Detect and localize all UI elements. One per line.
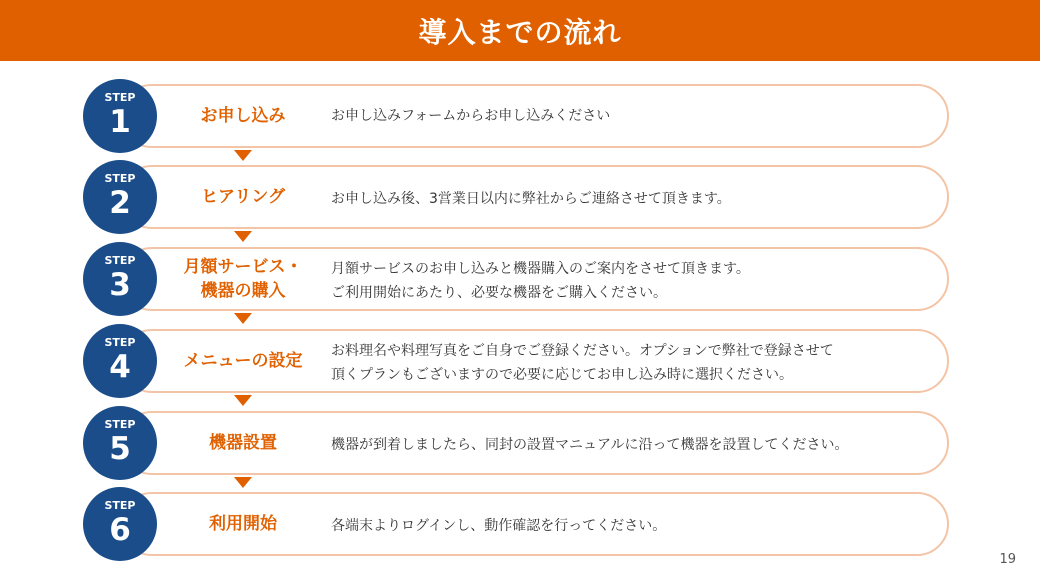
step-title	[163, 349, 323, 373]
step-description-line: ご利用開始にあたり、必要な機器をご購入ください。	[331, 285, 667, 301]
step-description	[331, 339, 931, 387]
step-badge	[83, 324, 157, 398]
step-number: 6	[109, 512, 131, 548]
step-label: STEP	[104, 254, 136, 267]
step-label: STEP	[104, 91, 136, 104]
step-description	[331, 187, 931, 211]
step-number: 2	[109, 185, 131, 221]
step-badge	[83, 406, 157, 480]
step-number: 3	[109, 267, 131, 303]
step-description	[331, 104, 931, 128]
page-title: 導入までの流れ	[418, 15, 622, 49]
step-description-line: 月額サービスのお申し込みと機器購入のご案内をさせて頂きます。	[331, 261, 750, 277]
step-description	[331, 433, 931, 457]
step-label: STEP	[104, 418, 136, 431]
step-badge	[83, 79, 157, 153]
step-badge	[83, 242, 157, 316]
step-description	[331, 514, 931, 538]
step-title-line: お申し込み	[200, 106, 286, 126]
step-badge	[83, 487, 157, 561]
down-arrow-icon	[234, 231, 252, 242]
step-badge	[83, 160, 157, 234]
step-description-line: お申し込み後、3営業日以内に弊社からご連絡させて頂きます。	[331, 191, 731, 207]
step-number: 1	[109, 104, 131, 140]
step-title-line: 月額サービス・	[183, 257, 303, 277]
step-label: STEP	[104, 172, 136, 185]
step-number: 4	[109, 349, 131, 385]
step-title-line: 利用開始	[209, 514, 277, 534]
down-arrow-icon	[234, 395, 252, 406]
page-number: 19	[999, 552, 1016, 567]
step-description-line: お料理名や料理写真をご自身でご登録ください。オプションで弊社で登録させて	[331, 343, 834, 359]
step-title-line: メニューの設定	[183, 351, 303, 371]
step-title-line: 機器設置	[209, 433, 277, 453]
step-title-line: 機器の購入	[200, 281, 286, 301]
step-title	[163, 431, 323, 455]
step-title	[163, 255, 323, 303]
step-description-line: 各端末よりログインし、動作確認を行ってください。	[331, 518, 667, 534]
step-title	[163, 104, 323, 128]
step-number: 5	[109, 431, 131, 467]
step-description-line: 頂くプランもございますので必要に応じてお申し込み時に選択ください。	[331, 367, 793, 383]
down-arrow-icon	[234, 150, 252, 161]
step-label: STEP	[104, 336, 136, 349]
step-title	[163, 512, 323, 536]
step-description-line: 機器が到着しましたら、同封の設置マニュアルに沿って機器を設置してください。	[331, 437, 849, 453]
step-description-line: お申し込みフォームからお申し込みください	[331, 108, 611, 124]
step-description	[331, 257, 931, 305]
step-title	[163, 185, 323, 209]
down-arrow-icon	[234, 477, 252, 488]
down-arrow-icon	[234, 313, 252, 324]
step-title-line: ヒアリング	[201, 187, 285, 207]
step-label: STEP	[104, 499, 136, 512]
